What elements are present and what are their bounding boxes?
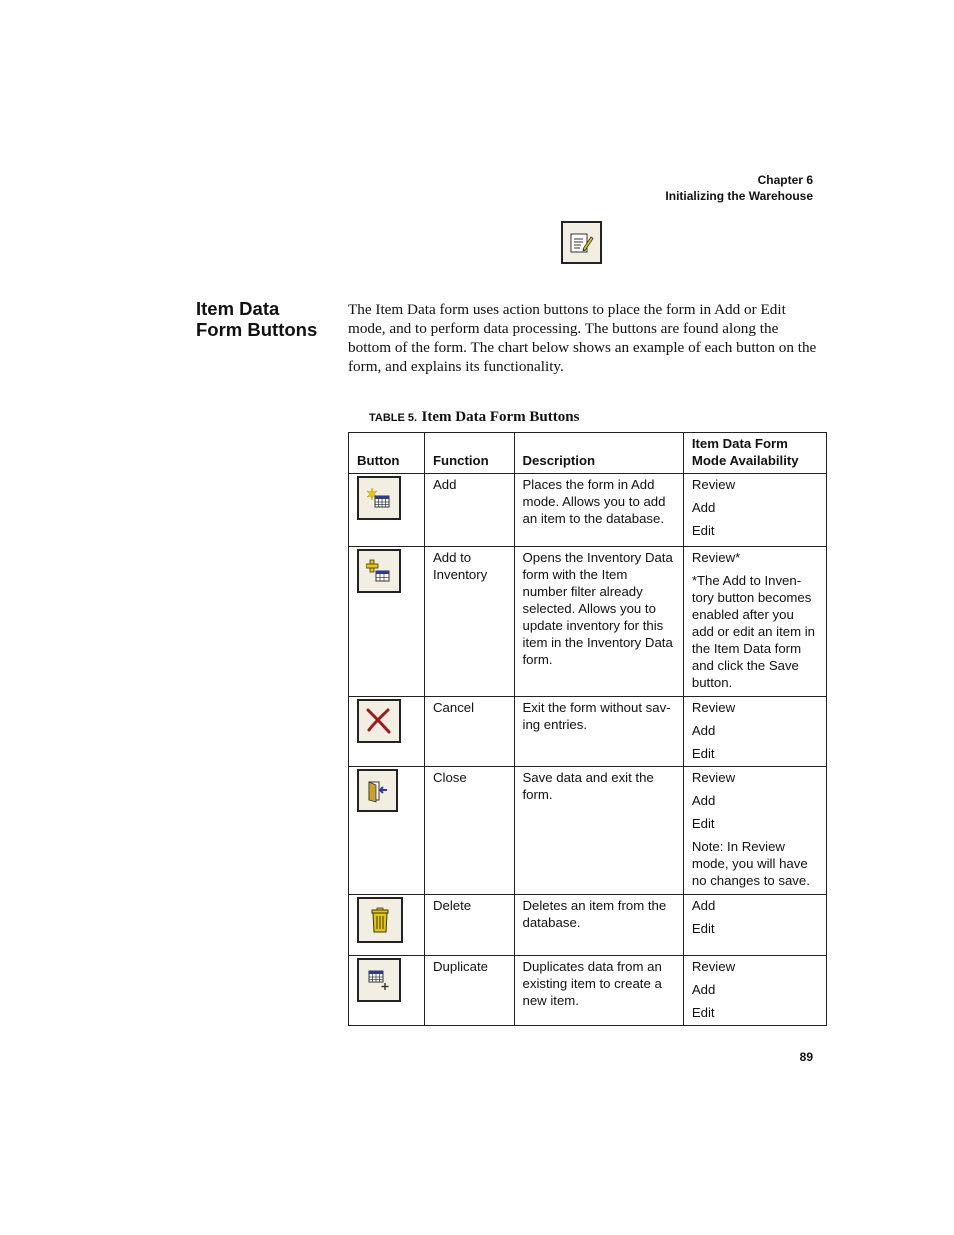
- delete-icon: [357, 897, 403, 943]
- section-heading: Item Data Form Buttons: [196, 298, 318, 340]
- table-row: [349, 895, 827, 956]
- mode-cell: Add Edit: [683, 895, 826, 956]
- table-row: [349, 956, 827, 1026]
- function-cell: Close: [425, 767, 515, 895]
- chapter-title: Initializing the Warehouse: [665, 189, 813, 203]
- running-header: [665, 172, 813, 204]
- buttons-table: [348, 432, 827, 1026]
- button-cell: [349, 697, 425, 767]
- mode-cell: Review* *The Add to Inven-tory button becomes enabled after you add or edit an item in the Item Data form and click the Save button.: [683, 547, 826, 697]
- add-to-inventory-icon: [357, 549, 401, 593]
- cancel-icon: [357, 699, 401, 743]
- description-cell: Duplicates data from an existing item to create a new item.: [514, 956, 683, 1026]
- close-icon: [357, 769, 398, 812]
- table-header-row: [349, 433, 827, 474]
- edit-form-icon: [561, 221, 602, 264]
- button-cell: [349, 767, 425, 895]
- intro-paragraph: The Item Data form uses action buttons to place the form in Add or Edit mode, and to perform data processing. The buttons are found along the bottom of the form. The chart below shows an example of each button on the form, and explains its functionality.: [348, 301, 817, 375]
- description-cell: Opens the Inventory Data form with the Item number filter already selected. Allows you to update inventory for this item in the Inventory Data form.: [514, 547, 683, 697]
- function-cell: Cancel: [425, 697, 515, 767]
- header-mode-availability: Item Data Form Mode Availability: [683, 433, 826, 474]
- mode-cell: Review Add Edit Note: In Review mode, you will have no changes to save.: [683, 767, 826, 895]
- function-cell: Add: [425, 474, 515, 547]
- function-cell: Duplicate: [425, 956, 515, 1026]
- table-row: [349, 547, 827, 697]
- function-cell: Add to Inventory: [425, 547, 515, 697]
- duplicate-icon: [357, 958, 401, 1002]
- button-cell: [349, 547, 425, 697]
- header-description: Description: [514, 433, 683, 474]
- table-caption-label: TABLE 5.: [369, 412, 418, 424]
- add-icon: [357, 476, 401, 520]
- button-cell: [349, 895, 425, 956]
- function-cell: Delete: [425, 895, 515, 956]
- table-row: [349, 697, 827, 767]
- table-row: [349, 767, 827, 895]
- mode-cell: Review Add Edit: [683, 956, 826, 1026]
- description-cell: Exit the form without sav-ing entries.: [514, 697, 683, 767]
- table-caption-title: Item Data Form Buttons: [421, 409, 580, 425]
- mode-cell: Review Add Edit: [683, 474, 826, 547]
- table-row: [349, 474, 827, 547]
- button-cell: [349, 474, 425, 547]
- header-function: Function: [425, 433, 515, 474]
- description-cell: Save data and exit the form.: [514, 767, 683, 895]
- table-caption: [369, 408, 579, 426]
- button-cell: [349, 956, 425, 1026]
- description-cell: Places the form in Add mode. Allows you to add an item to the database.: [514, 474, 683, 547]
- page-number: 89: [799, 1050, 813, 1064]
- chapter-number: Chapter 6: [757, 173, 813, 187]
- description-cell: Deletes an item from the database.: [514, 895, 683, 956]
- header-button: Button: [349, 433, 425, 474]
- mode-cell: Review Add Edit: [683, 697, 826, 767]
